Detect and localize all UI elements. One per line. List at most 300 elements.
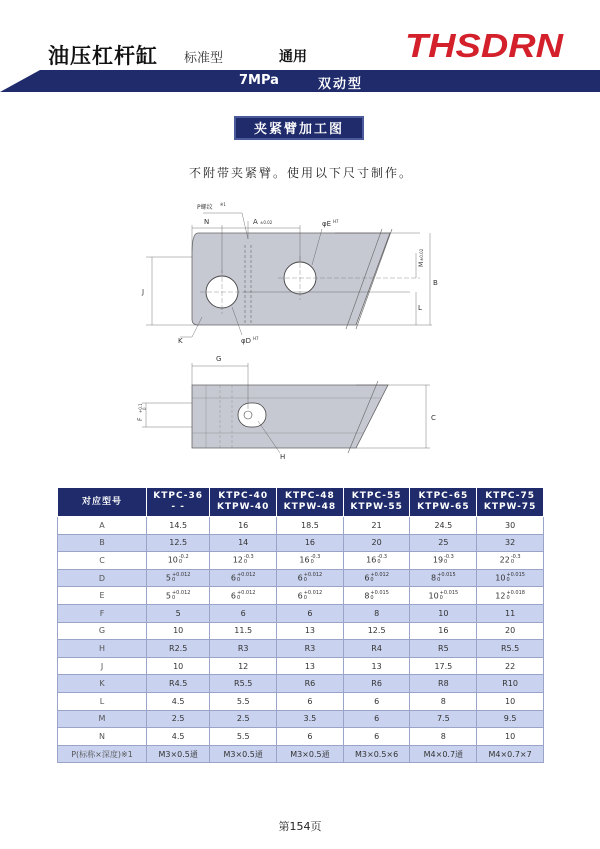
table-cell: [477, 640, 544, 658]
cell-tolerance: [511, 555, 521, 565]
row-label: E: [58, 587, 147, 605]
cell-value: 4.5: [171, 731, 185, 741]
table-cell: [410, 675, 477, 693]
cell-value: M4×0.7通: [423, 749, 464, 759]
table-row: [58, 587, 544, 605]
cell-value: 10: [438, 608, 449, 618]
table-cell: [343, 534, 410, 552]
cell-value: R2.5: [169, 643, 188, 653]
cell-value: 17.5: [434, 661, 453, 671]
cell-value: 6: [364, 573, 370, 583]
label-m-tol: ±0.02: [419, 248, 424, 261]
table-cell: [147, 587, 210, 605]
label-k: K: [178, 337, 183, 345]
dimension-table: [57, 487, 544, 763]
model-name: - -: [171, 502, 185, 512]
table-cell: [210, 622, 277, 640]
table-row: [58, 534, 544, 552]
cell-value: 5.5: [236, 731, 250, 741]
cell-value: 6: [230, 573, 236, 583]
table-cell: [477, 692, 544, 710]
table-row: [58, 517, 544, 535]
cell-value: R5.5: [234, 679, 253, 689]
cell-value: 2.5: [236, 714, 250, 724]
table-row: [58, 640, 544, 658]
cell-value: 6: [297, 573, 303, 583]
table-cell: [410, 622, 477, 640]
table-cell: [477, 675, 544, 693]
table-cell: [210, 552, 277, 570]
cell-value: 3.5: [303, 714, 317, 724]
tolerance-upper: +0.018: [506, 589, 525, 596]
tolerance-upper: +0.012: [370, 572, 389, 579]
cell-value: 32: [505, 538, 516, 548]
model-name: KTPC-75: [485, 491, 535, 501]
table-cell: [147, 710, 210, 728]
cell-value: 12: [495, 591, 506, 601]
label-f-tol-bot: 0: [142, 407, 147, 410]
table-cell: [343, 675, 410, 693]
row-label: P(标称×深度)※1: [58, 745, 147, 763]
label-l: L: [418, 304, 422, 312]
cell-value: 6: [374, 731, 380, 741]
table-cell: [210, 657, 277, 675]
table-cell: [410, 657, 477, 675]
cell-tolerance: [444, 555, 454, 565]
cell-value: 8: [364, 591, 370, 601]
row-label: J: [58, 657, 147, 675]
table-cell: [277, 622, 344, 640]
section-title: 夹紧臂加工图: [234, 116, 364, 140]
cell-value: 6: [307, 696, 313, 706]
label-m: M: [418, 261, 425, 267]
cell-value: 16: [304, 538, 315, 548]
label-j: J: [142, 288, 145, 296]
cell-value: 8: [431, 573, 437, 583]
tolerance-upper: +0.012: [303, 572, 323, 579]
cell-value: R4: [371, 643, 382, 653]
tolerance-upper: +0.012: [236, 572, 256, 579]
table-header-model: [210, 488, 277, 517]
brand-logo-text: THSDRN: [405, 27, 565, 64]
model-name: KTPC-40: [218, 491, 269, 501]
table-cell: [410, 534, 477, 552]
model-name: KTPC-55: [351, 491, 402, 501]
cell-value: 18.5: [301, 520, 319, 530]
spec-bar: [0, 70, 600, 92]
table-cell: [343, 604, 410, 622]
table-row: [58, 569, 544, 587]
table-cell: [210, 604, 277, 622]
cell-value: 10: [167, 555, 178, 565]
table-cell: [410, 710, 477, 728]
arm-side-body: [192, 385, 388, 448]
tolerance-upper: +0.012: [303, 589, 323, 596]
table-cell: [147, 534, 210, 552]
cell-value: R5: [438, 643, 449, 653]
table-cell: [277, 675, 344, 693]
table-cell: [147, 622, 210, 640]
cell-value: 5: [165, 573, 171, 583]
label-d-fit: H7: [253, 336, 259, 341]
cell-tolerance: [172, 591, 191, 601]
table-cell: [477, 604, 544, 622]
cell-value: M4×0.7×7: [488, 749, 532, 759]
table-cell: [477, 622, 544, 640]
table-cell: [410, 692, 477, 710]
tolerance-upper: -0.3: [444, 554, 454, 561]
product-general: 通用: [279, 49, 307, 65]
cell-tolerance: [244, 555, 254, 565]
cell-value: 20: [371, 538, 382, 548]
cell-tolerance: [237, 591, 256, 601]
cell-value: 14.5: [169, 520, 188, 530]
tolerance-lower: 0: [370, 594, 374, 601]
model-name: KTPC-65: [418, 491, 469, 501]
table-cell: [343, 692, 410, 710]
cell-value: 8: [440, 696, 446, 706]
label-g: G: [216, 355, 222, 363]
table-cell: [343, 569, 410, 587]
action-type-label: 双动型: [318, 77, 364, 92]
tolerance-lower: 0: [303, 577, 307, 584]
model-name: KTPW-65: [417, 502, 470, 512]
table-header-model: [277, 488, 344, 517]
label-e-fit: H7: [333, 219, 339, 224]
cell-value: M3×0.5通: [290, 749, 330, 759]
table-row: [58, 552, 544, 570]
cell-tolerance: [440, 591, 459, 601]
tolerance-upper: -0.2: [178, 554, 189, 561]
tolerance-lower: 0: [370, 577, 374, 584]
cell-value: 6: [240, 608, 246, 618]
tolerance-upper: +0.012: [236, 589, 256, 596]
table-cell: [147, 517, 210, 535]
table-row: [58, 622, 544, 640]
tolerance-upper: -0.3: [377, 554, 388, 561]
cell-value: 2.5: [171, 714, 185, 724]
table-cell: [477, 657, 544, 675]
row-label: K: [58, 675, 147, 693]
cell-value: M3×0.5通: [158, 749, 198, 759]
cell-value: 19: [432, 555, 444, 565]
cell-tolerance: [237, 573, 256, 583]
cell-tolerance: [377, 555, 387, 565]
table-cell: [277, 604, 344, 622]
cell-value: 12.5: [169, 538, 188, 548]
model-name: KTPW-48: [283, 502, 337, 512]
cell-value: 13: [304, 661, 315, 671]
table-header-model: [477, 488, 544, 517]
label-f-tol-top: +0.1: [138, 403, 143, 413]
cell-value: R6: [304, 679, 316, 689]
clamp-arm-drawing: [120, 195, 450, 465]
cell-value: 10: [173, 661, 184, 671]
cell-value: 25: [438, 538, 449, 548]
table-header-model: [343, 488, 410, 517]
cell-value: R3: [237, 643, 249, 653]
cell-tolerance: [304, 573, 323, 583]
cell-value: 12: [238, 661, 249, 671]
table-cell: [210, 534, 277, 552]
cell-value: 4.5: [171, 696, 185, 706]
model-name: KTPC-48: [285, 491, 335, 501]
model-name: KTPC-36: [153, 491, 204, 501]
tolerance-lower: 0: [243, 559, 248, 566]
cell-value: 11: [505, 608, 516, 618]
cell-value: R4.5: [169, 679, 188, 689]
table-cell: [343, 552, 410, 570]
cell-value: R5.5: [500, 643, 520, 653]
label-n: N: [204, 218, 210, 226]
cell-value: M3×0.5×6: [355, 749, 399, 759]
table-cell: [410, 587, 477, 605]
table-cell: [147, 604, 210, 622]
tolerance-lower: 0: [171, 577, 176, 584]
cell-value: 16: [299, 555, 310, 565]
table-cell: [277, 587, 344, 605]
table-cell: [477, 517, 544, 535]
label-p-thread: P螺纹: [197, 204, 213, 211]
cell-value: R8: [438, 679, 449, 689]
table-cell: [343, 728, 410, 746]
cell-value: 20: [505, 626, 516, 636]
product-subtitle: 标准型: [184, 51, 224, 66]
table-row: [58, 692, 544, 710]
table-row: [58, 710, 544, 728]
cell-value: R10: [502, 679, 518, 689]
tolerance-upper: -0.3: [510, 554, 521, 561]
table-header-model: [147, 488, 210, 517]
tolerance-upper: +0.012: [171, 589, 191, 596]
cell-tolerance: [506, 591, 525, 601]
tolerance-upper: +0.015: [439, 589, 459, 596]
table-header-model: [410, 488, 477, 517]
table-cell: [147, 552, 210, 570]
cell-value: 8: [440, 731, 446, 741]
cell-tolerance: [179, 555, 189, 565]
cell-value: 21: [371, 520, 382, 530]
cell-value: 22: [499, 555, 510, 565]
row-label: H: [58, 640, 147, 658]
table-cell: [210, 587, 277, 605]
cell-value: 14: [238, 538, 249, 548]
row-label: D: [58, 569, 147, 587]
row-label: L: [58, 692, 147, 710]
cell-value: 5.5: [236, 696, 250, 706]
cell-value: R6: [371, 679, 382, 689]
table-cell: [210, 745, 277, 763]
table-cell: [277, 728, 344, 746]
table-cell: [277, 657, 344, 675]
table-cell: [343, 745, 410, 763]
row-label: C: [58, 552, 147, 570]
cell-value: 30: [505, 520, 516, 530]
table-cell: [277, 552, 344, 570]
cell-tolerance: [437, 573, 456, 583]
table-cell: [410, 569, 477, 587]
model-name: KTPW-40: [216, 502, 270, 512]
tolerance-lower: 0: [506, 577, 510, 584]
label-e: φE: [322, 220, 332, 228]
table-cell: [343, 622, 410, 640]
row-label: A: [58, 517, 147, 535]
cell-value: 12: [232, 555, 243, 565]
table-row: [58, 604, 544, 622]
table-cell: [277, 517, 344, 535]
row-label: B: [58, 534, 147, 552]
table-cell: [477, 710, 544, 728]
table-cell: [147, 569, 210, 587]
cell-value: 24.5: [434, 520, 453, 530]
table-cell: [277, 534, 344, 552]
table-cell: [410, 728, 477, 746]
table-cell: [210, 569, 277, 587]
cell-tolerance: [370, 573, 389, 583]
cell-value: 10: [505, 731, 516, 741]
cell-value: 13: [371, 661, 382, 671]
cell-value: 13: [304, 626, 315, 636]
tolerance-upper: +0.012: [171, 572, 191, 579]
cell-value: 6: [307, 608, 313, 618]
table-cell: [343, 517, 410, 535]
row-label: G: [58, 622, 147, 640]
tolerance-lower: 0: [178, 559, 183, 566]
cell-value: 12.5: [367, 626, 386, 636]
tolerance-upper: +0.015: [370, 589, 389, 596]
tolerance-upper: +0.015: [437, 572, 456, 579]
table-cell: [410, 640, 477, 658]
table-header-label: 对应型号: [58, 488, 147, 517]
table-cell: [477, 552, 544, 570]
label-h: H: [280, 453, 286, 461]
table-cell: [210, 675, 277, 693]
tolerance-lower: 0: [171, 594, 176, 601]
table-cell: [343, 657, 410, 675]
table-cell: [477, 587, 544, 605]
table-cell: [147, 745, 210, 763]
table-cell: [147, 728, 210, 746]
tolerance-lower: 0: [444, 559, 448, 566]
table-cell: [277, 692, 344, 710]
tolerance-upper: +0.015: [506, 572, 525, 579]
table-cell: [147, 692, 210, 710]
product-title: 油压杠杆缸: [48, 44, 158, 68]
table-row: [58, 745, 544, 763]
row-label: M: [58, 710, 147, 728]
cell-value: 16: [366, 555, 377, 565]
table-cell: [210, 728, 277, 746]
table-cell: [410, 604, 477, 622]
cell-value: 22: [505, 661, 516, 671]
table-cell: [277, 569, 344, 587]
row-label: N: [58, 728, 147, 746]
table-cell: [343, 587, 410, 605]
table-cell: [477, 745, 544, 763]
spec-bar-notch: [0, 70, 40, 92]
table-cell: [210, 710, 277, 728]
cell-value: 10: [428, 591, 439, 601]
cell-value: 11.5: [234, 626, 253, 636]
table-cell: [343, 710, 410, 728]
cell-value: 16: [238, 520, 249, 530]
tolerance-lower: 0: [439, 594, 443, 601]
tolerance-lower: 0: [437, 577, 441, 584]
label-f: F: [137, 417, 144, 421]
table-cell: [410, 517, 477, 535]
cell-value: 5: [175, 608, 181, 618]
tolerance-upper: -0.3: [243, 554, 254, 561]
cell-value: 16: [438, 626, 449, 636]
table-row: [58, 728, 544, 746]
table-cell: [210, 640, 277, 658]
cell-tolerance: [304, 591, 323, 601]
cell-tolerance: [506, 573, 525, 583]
tolerance-lower: 0: [510, 559, 514, 566]
cell-value: 6: [374, 714, 380, 724]
label-p-note: ※1: [220, 202, 226, 207]
cell-value: 6: [297, 591, 303, 601]
cell-value: 10: [173, 626, 184, 636]
model-name: KTPW-75: [483, 502, 537, 512]
table-cell: [477, 534, 544, 552]
label-a: A: [253, 218, 258, 226]
table-cell: [277, 710, 344, 728]
table-cell: [277, 640, 344, 658]
table-cell: [147, 657, 210, 675]
table-cell: [410, 745, 477, 763]
label-b: B: [433, 279, 438, 287]
cell-value: 6: [307, 731, 313, 741]
label-c: C: [431, 414, 436, 422]
table-row: [58, 657, 544, 675]
table-body: [58, 517, 544, 763]
cell-value: 8: [374, 608, 380, 618]
tolerance-lower: 0: [236, 594, 241, 601]
cell-value: 6: [374, 696, 380, 706]
table-cell: [147, 640, 210, 658]
cell-tolerance: [370, 591, 389, 601]
tolerance-lower: 0: [303, 594, 307, 601]
cell-tolerance: [311, 555, 321, 565]
cell-value: R3: [304, 643, 316, 653]
pressure-label: 7MPa: [239, 73, 279, 88]
table-cell: [410, 552, 477, 570]
tolerance-lower: 0: [377, 559, 381, 566]
table-row: [58, 675, 544, 693]
table-cell: [210, 692, 277, 710]
brand-logo: [405, 27, 565, 65]
cell-value: 5: [165, 591, 171, 601]
tolerance-lower: 0: [310, 559, 314, 566]
label-d: φD: [241, 337, 252, 345]
table-cell: [147, 675, 210, 693]
label-a-tol: ±0.02: [260, 220, 273, 225]
table-header-row: [58, 488, 544, 517]
tolerance-upper: -0.3: [310, 554, 321, 561]
row-label: F: [58, 604, 147, 622]
table-cell: [277, 745, 344, 763]
cell-value: M3×0.5通: [223, 749, 263, 759]
cell-value: 10: [505, 696, 516, 706]
cell-tolerance: [172, 573, 191, 583]
tolerance-lower: 0: [236, 577, 241, 584]
section-note: 不附带夹紧臂。使用以下尺寸制作。: [189, 166, 414, 180]
cell-value: 9.5: [503, 714, 517, 724]
table-cell: [477, 569, 544, 587]
cell-value: 6: [230, 591, 236, 601]
cell-value: 7.5: [436, 714, 450, 724]
